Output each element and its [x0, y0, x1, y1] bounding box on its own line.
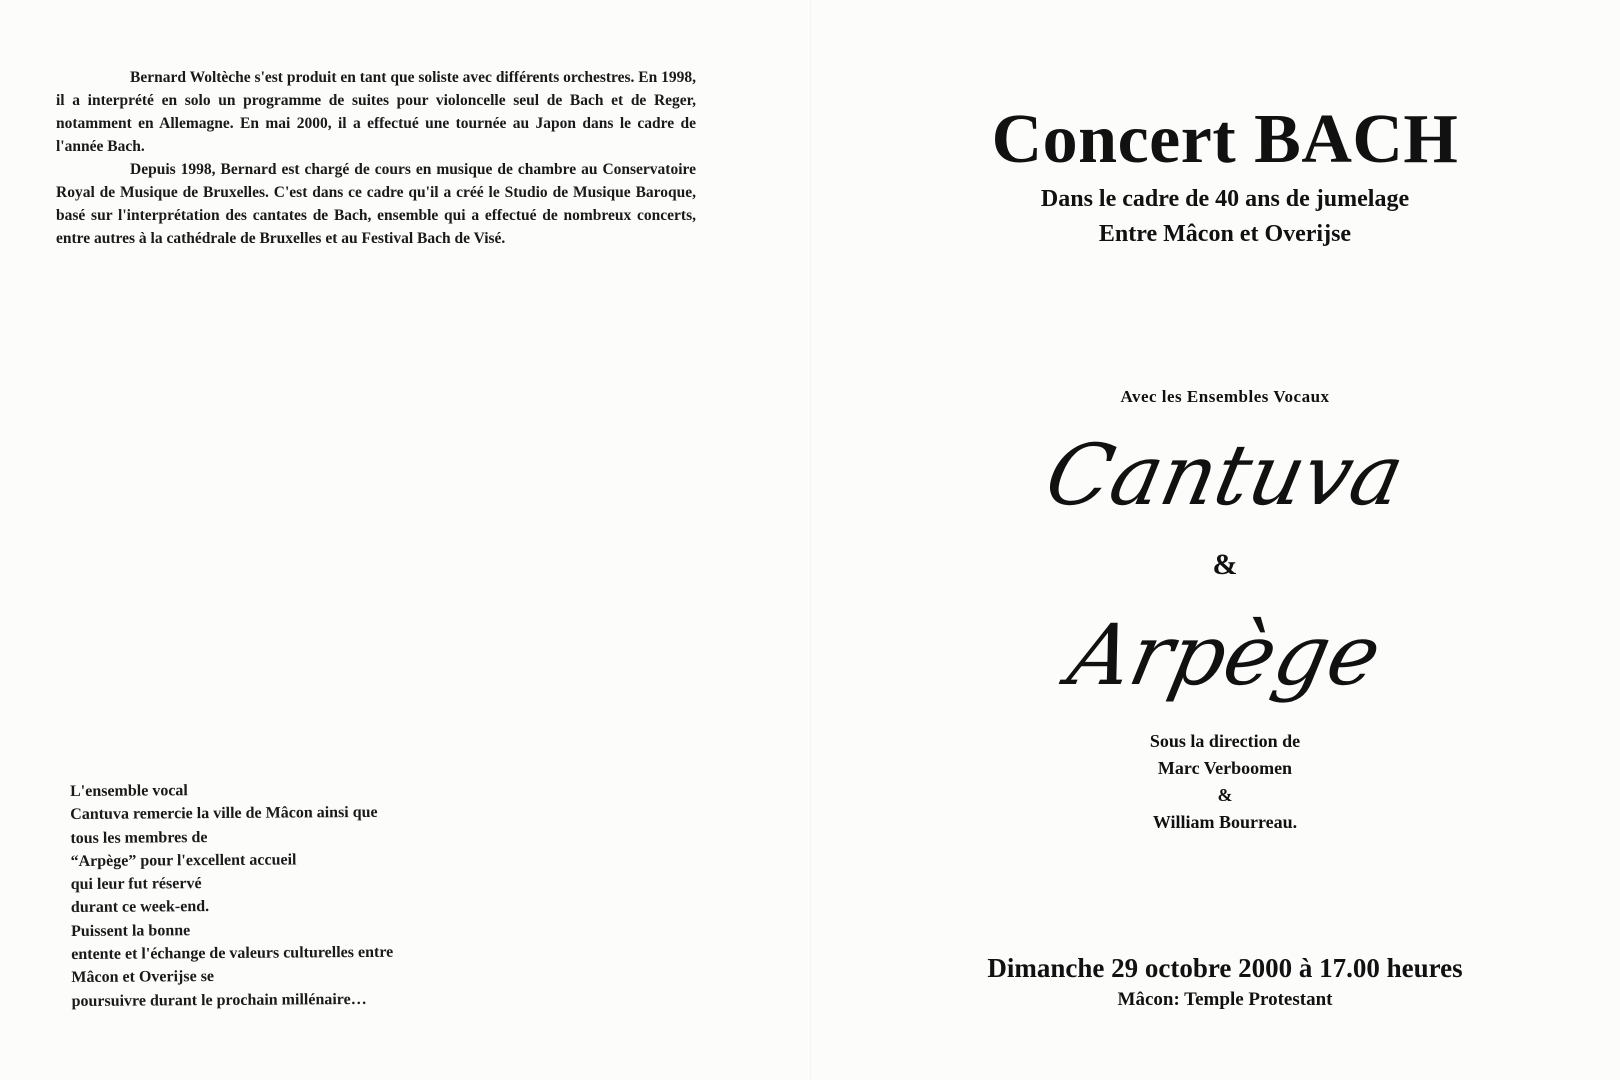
- concert-title: Concert BACH: [991, 101, 1459, 178]
- biography-text: [56, 66, 696, 250]
- director-name-1: Marc Verboomen: [1157, 758, 1293, 778]
- center-fold: [810, 0, 811, 1080]
- thanks-line: entente et l'échange de valeurs culturelles entre: [71, 943, 394, 964]
- thanks-line: Cantuva remercie la ville de Mâcon ainsi que: [70, 804, 378, 824]
- thanks-line: poursuivre durant le prochain millénaire…: [71, 990, 367, 1010]
- ensemble-name-arpege: Arpège: [1060, 606, 1390, 704]
- director-ampersand: &: [1217, 785, 1233, 805]
- ensembles-intro: Avec les Ensembles Vocaux: [1120, 387, 1330, 406]
- thanks-line: durant ce week-end.: [70, 898, 210, 917]
- direction-label: Sous la direction de: [1149, 731, 1301, 751]
- concert-venue: Mâcon: Temple Protestant: [1117, 989, 1333, 1010]
- biography-paragraph-1: Bernard Woltèche s'est produit en tant que soliste avec différents orchestres. En 1998, il a interprété en solo un programme de suites pour violoncelle seul de Bach et de Reger, notamment en Allemagne. En mai 2000, il a effectué une tournée au Japon dans le cadre de l'année Bach.: [56, 69, 697, 155]
- thanks-line: tous les membres de: [70, 828, 208, 847]
- program-cover: [900, 0, 1550, 1080]
- subtitle-line-1: Dans le cadre de 40 ans de jumelage: [1040, 186, 1410, 212]
- thanks-note: [70, 777, 492, 1013]
- biography-paragraph-2: Depuis 1998, Bernard est chargé de cours en musique de chambre au Conservatoire Royal de Musique de Bruxelles. C'est dans ce cadre qu'il a créé le Studio de Musique Baroque, basé sur l'interprétation des cantates de Bach, ensemble qui a effectué de nombreux concerts, entre autres à la cathédrale de Bruxelles et au Festival Bach de Visé.: [56, 161, 696, 247]
- thanks-line: qui leur fut réservé: [70, 875, 202, 894]
- concert-date: Dimanche 29 octobre 2000 à 17.00 heures: [987, 953, 1463, 983]
- thanks-line: L'ensemble vocal: [70, 782, 188, 800]
- thanks-line: “Arpège” pour l'excellent accueil: [70, 851, 297, 870]
- subtitle-line-2: Entre Mâcon et Overijse: [1098, 221, 1352, 247]
- ensemble-ampersand: &: [1212, 548, 1238, 581]
- director-name-2: William Bourreau.: [1152, 812, 1298, 832]
- thanks-line: Mâcon et Overijse se: [71, 968, 215, 987]
- ensemble-name-cantuva: Cantuva: [1037, 426, 1413, 524]
- thanks-line: Puissent la bonne: [70, 921, 191, 940]
